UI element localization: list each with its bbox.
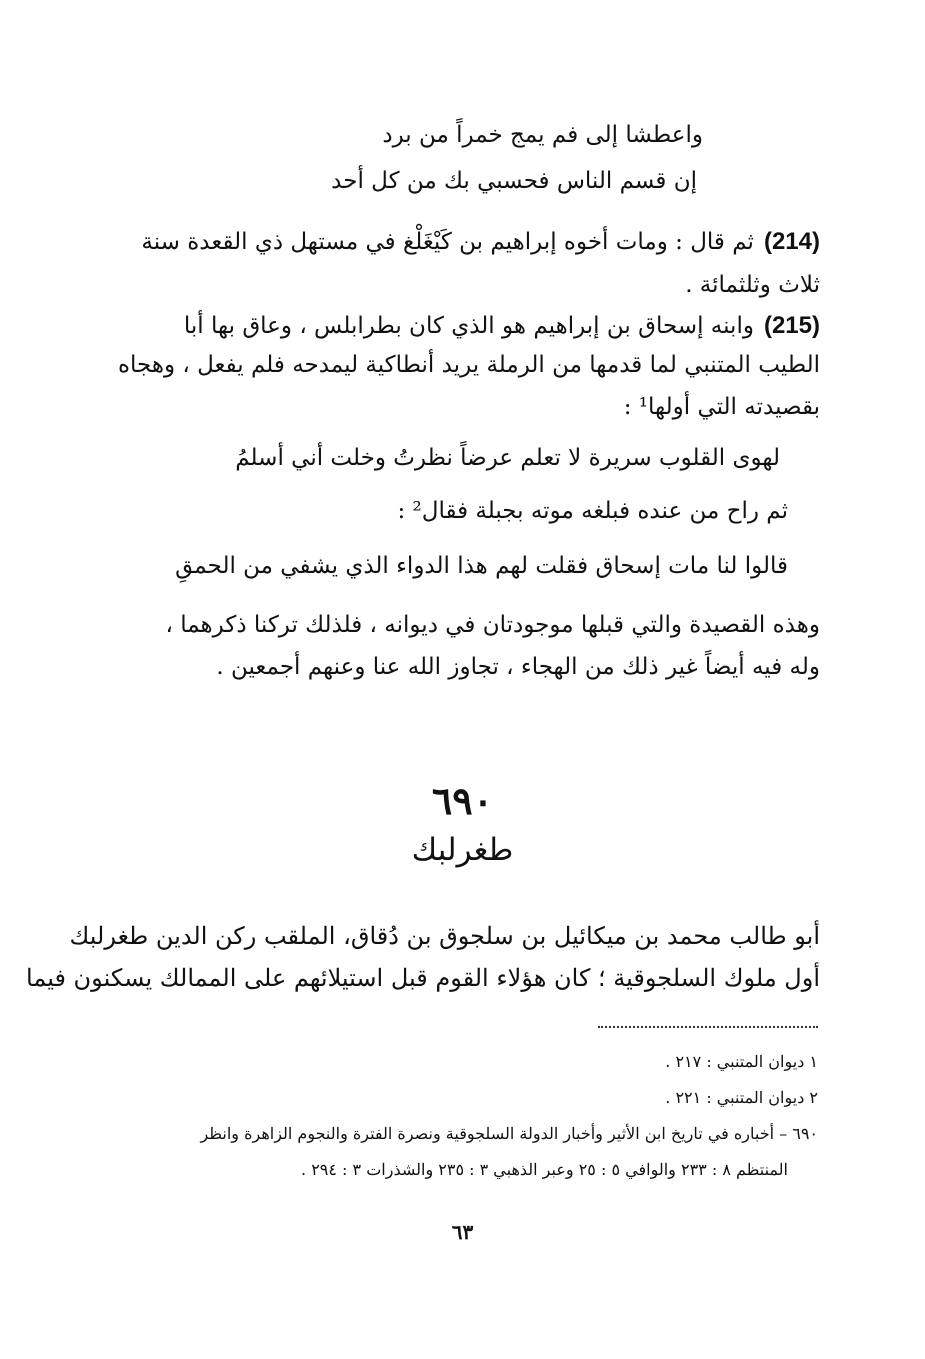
body-line-1: أبو طالب محمد بن ميكائيل بن سلجوق بن دُقاق، الملقب ركن الدين طغرلبك [69, 922, 820, 950]
footnote-3-line-1: ٦٩٠ – أخباره في تاريخ ابن الأثير وأخبار الدولة السلجوقية ونصرة الفترة والنجوم الزاهرة وانظر [200, 1124, 818, 1143]
paragraph-ref-214: (214) [763, 228, 820, 255]
page-number: ٦٣ [451, 1220, 474, 1244]
paragraph-215-line-1: (215)وابنه إسحاق بن إبراهيم هو الذي كان بطرابلس ، وعاق بها أبا [183, 312, 820, 339]
paragraph-ref-215: (215) [763, 312, 820, 339]
footnote-3-line-2: المنتظم ٨ : ٢٣٣ والوافي ٥ : ٢٥ وعبر الذهبي ٣ : ٢٣٥ والشذرات ٣ : ٢٩٤ . [301, 1160, 788, 1179]
paragraph-214-line-1: (214)ثم قال : ومات أخوه إبراهيم بن كَيْغَلْغ في مستهل ذي القعدة سنة [141, 228, 820, 255]
quoted-verse-2: قالوا لنا مات إسحاق فقلت لهم هذا الدواء الذي يشفي من الحمقِ [175, 553, 788, 579]
paragraph-3-line-2: وله فيه أيضاً غير ذلك من الهجاء ، تجاوز الله عنا وعنهم أجمعين . [216, 654, 820, 680]
paragraph-214-line-2: ثلاث وثلثمائة . [685, 272, 820, 298]
paragraph-215-line-3: بقصيدته التي أولها¹ : [623, 394, 820, 420]
paragraph-3-line-1: وهذه القصيدة والتي قبلها موجودتان في ديوانه ، فلذلك تركنا ذكرهما ، [165, 612, 820, 638]
footnote-divider [598, 1026, 818, 1028]
body-line-2: أول ملوك السلجوقية ؛ كان هؤلاء القوم قبل استيلائهم على الممالك يسكنون فيما [26, 964, 820, 992]
footnote-1: ١ ديوان المتنبي : ٢١٧ . [665, 1052, 818, 1071]
entry-title: طغرلبك [411, 832, 514, 868]
quoted-verse-1: لهوى القلوب سريرة لا تعلم عرضاً نظرتُ وخلت أني أسلمُ [235, 445, 780, 471]
verse-line-2: إن قسم الناس فحسبي بك من كل أحد [331, 168, 697, 194]
entry-number: ٦٩٠ [431, 778, 494, 823]
footnote-2: ٢ ديوان المتنبي : ٢٢١ . [665, 1088, 818, 1107]
narrative-line: ثم راح من عنده فبلغه موته بجبلة فقال² : [397, 498, 788, 524]
paragraph-215-line-2: الطيب المتنبي لما قدمها من الرملة يريد أنطاكية ليمدحه فلم يفعل ، وهجاه [117, 352, 820, 378]
verse-line-1: واعطشا إلى فم يمج خمراً من برد [382, 122, 703, 148]
